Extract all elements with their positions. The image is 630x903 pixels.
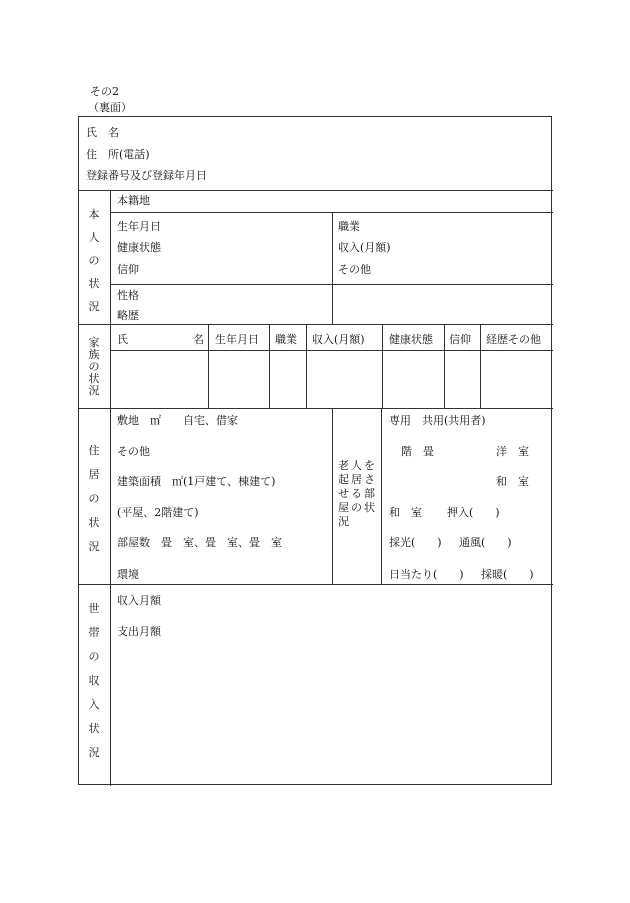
setai-expense-label: 支出月額 — [117, 625, 161, 638]
address-label: 住 所(電話) — [86, 148, 150, 161]
divider-top — [79, 190, 553, 191]
oshiire-label: 押入( ) — [447, 506, 500, 519]
hiatari-label: 日当たり( ) — [389, 568, 464, 581]
form-number: その2 — [90, 85, 119, 98]
kazoku-col-name-b: 名 — [193, 333, 204, 346]
honnin-heading: 本人の状況 — [88, 208, 100, 313]
income-label: 収入(月額) — [338, 241, 391, 254]
birth-label: 生年月日 — [117, 220, 161, 233]
jukyo-heading: 住居の状況 — [88, 444, 100, 553]
honsekichi-label: 本籍地 — [117, 194, 150, 207]
floors-label: (平屋、2階建て) — [117, 506, 199, 519]
kazoku-vline-2 — [269, 324, 270, 408]
other-label: その他 — [338, 263, 371, 276]
kazoku-col-income: 収入(月額) — [312, 333, 365, 346]
honnin-vline — [332, 212, 333, 324]
env-label: 環境 — [117, 568, 139, 581]
kazoku-vline-1 — [208, 324, 209, 408]
setai-heading: 世帯の収入状況 — [88, 602, 100, 759]
danbo-label: 採暖( ) — [481, 568, 534, 581]
registration-label: 登録番号及び登録年月日 — [86, 169, 207, 182]
jukyo-other-label: その他 — [117, 445, 150, 458]
kazoku-col-job: 職業 — [275, 333, 297, 346]
form-side-label: （裏面） — [88, 101, 132, 114]
jukyo-vline-1 — [332, 408, 333, 584]
history-label: 略歴 — [117, 309, 139, 322]
form-frame — [78, 116, 552, 785]
health-label: 健康状態 — [117, 241, 161, 254]
divider-kazoku — [79, 408, 553, 409]
divider-honnin — [79, 324, 553, 325]
elder-room-label: 老人を起居させる部屋の状況 — [338, 459, 377, 528]
rooms-label: 部屋数 畳 室、畳 室、畳 室 — [117, 536, 282, 549]
job-label: 職業 — [338, 220, 360, 233]
kazoku-col-history: 経歴その他 — [486, 333, 541, 346]
site-label: 敷地 ㎡ 自宅、借家 — [117, 414, 238, 427]
name-label: 氏 名 — [86, 126, 119, 139]
kazoku-vline-3 — [306, 324, 307, 408]
character-label: 性格 — [117, 289, 139, 302]
youshitsu-label: 洋 室 — [496, 445, 529, 458]
washitsu-label: 和 室 — [496, 475, 529, 488]
kazoku-col-faith: 信仰 — [449, 333, 471, 346]
faith-label: 信仰 — [117, 263, 139, 276]
tsufu-label: 通風( ) — [459, 536, 512, 549]
kazoku-vline-5 — [444, 324, 445, 408]
honnin-line-2 — [110, 284, 553, 285]
kazoku-vline-4 — [382, 324, 383, 408]
area-label: 建築面積 ㎡(1戸建て、棟建て) — [117, 475, 276, 488]
kazoku-col-birth: 生年月日 — [215, 333, 259, 346]
saikou-label: 採光( ) — [389, 536, 442, 549]
kazoku-vline-6 — [480, 324, 481, 408]
heading-column-line — [110, 190, 111, 786]
washitsu2-label: 和 室 — [389, 506, 422, 519]
kazoku-col-health: 健康状態 — [389, 333, 433, 346]
kazoku-header-line — [110, 350, 553, 351]
kazoku-col-name-a: 氏 — [117, 333, 128, 346]
jo-label: 階 畳 — [401, 445, 434, 458]
use-label: 専用 共用(共用者) — [389, 414, 486, 427]
jukyo-vline-2 — [381, 408, 382, 584]
setai-income-label: 収入月額 — [117, 594, 161, 607]
divider-jukyo — [79, 584, 553, 585]
kazoku-heading: 家族の状況 — [88, 336, 100, 397]
